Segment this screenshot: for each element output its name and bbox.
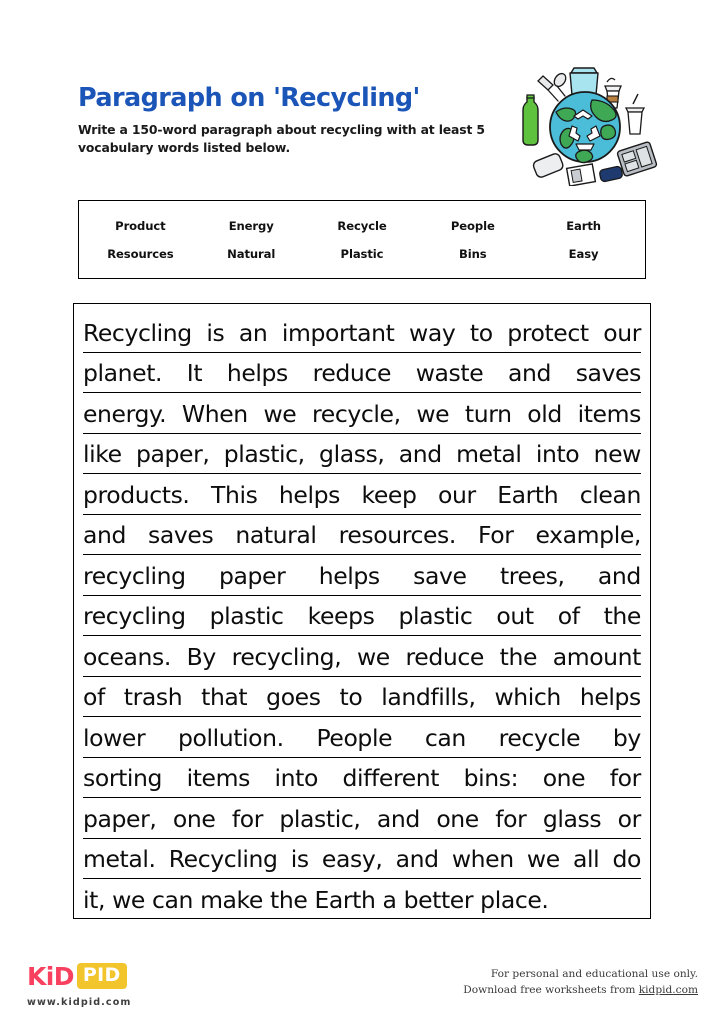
- paragraph-word: recycling: [83, 602, 186, 630]
- paragraph-word: plastic: [398, 602, 473, 630]
- paragraph-word: and: [395, 845, 439, 873]
- legal-line-2: [463, 982, 698, 998]
- paragraph-word: recycle,: [312, 399, 401, 428]
- food-tray-icon: [617, 141, 657, 176]
- paragraph-line: [83, 677, 641, 718]
- paragraph-word: helps: [278, 480, 340, 509]
- paragraph-word: for: [609, 764, 641, 792]
- paragraph-word: the: [270, 885, 308, 914]
- paragraph-word: it,: [83, 885, 106, 914]
- paragraph-word: that: [201, 683, 248, 711]
- paragraph-word: Recycling: [83, 318, 192, 347]
- tin-can-icon: [532, 152, 564, 178]
- paragraph-word: landfills,: [381, 683, 476, 711]
- paragraph-word: into: [274, 764, 318, 792]
- paragraph-word: recycle: [498, 723, 581, 752]
- paragraph-line: [83, 798, 641, 839]
- paragraph-word: different: [342, 764, 440, 792]
- paragraph-word: which: [494, 683, 561, 711]
- drink-cup-icon: [626, 94, 644, 134]
- paragraph-word: plastic: [209, 602, 284, 630]
- logo-pid-badge: PID: [77, 963, 127, 989]
- paragraph-word: paper,: [83, 804, 157, 833]
- paragraph-word: recycling,: [231, 642, 342, 671]
- paragraph-word: save: [413, 561, 467, 590]
- brand-website-url: www.kidpid.com: [27, 997, 132, 1008]
- paragraph-line: [83, 555, 641, 596]
- paragraph-word: paper,: [135, 440, 210, 468]
- paragraph-word: an: [238, 318, 268, 347]
- paragraph-line: [83, 434, 641, 475]
- paragraph-word: sorting: [83, 764, 163, 792]
- paragraph-word: helps: [226, 359, 288, 387]
- logo-kid-text: KiD: [27, 962, 74, 991]
- vocabulary-row: [85, 247, 639, 261]
- paragraph-line: [83, 636, 641, 677]
- paragraph-word: or: [617, 804, 641, 833]
- paragraph-word: For: [477, 521, 514, 549]
- paragraph-word: one: [436, 804, 479, 833]
- paragraph-word: items: [186, 764, 250, 792]
- paragraph-word: better: [403, 885, 474, 914]
- paragraph-word: plastic,: [279, 804, 361, 833]
- paragraph-word: can: [424, 723, 466, 752]
- page-title: Paragraph on 'Recycling': [78, 83, 420, 113]
- paragraph-line: [83, 717, 641, 758]
- paragraph-word: items: [577, 399, 641, 428]
- vocabulary-word: Resources: [107, 246, 174, 261]
- paragraph-word: we: [526, 845, 560, 873]
- paragraph-word: saves: [148, 521, 214, 549]
- paragraph-word: This: [211, 480, 258, 509]
- paragraph-word: is: [206, 318, 225, 347]
- paragraph-word: one: [172, 804, 216, 833]
- battery-icon: [599, 166, 623, 182]
- paragraph-word: trash: [123, 683, 183, 711]
- paragraph-line: [83, 393, 641, 434]
- paragraph-word: bins:: [463, 764, 519, 792]
- paragraph-line: [83, 353, 641, 394]
- paragraph-word: metal: [456, 440, 522, 468]
- paragraph-word: to: [339, 683, 363, 711]
- vocabulary-word: Energy: [228, 218, 274, 233]
- paragraph-word: is: [290, 845, 309, 873]
- vocabulary-word: Product: [115, 218, 166, 233]
- paragraph-word: goes: [266, 683, 321, 711]
- paragraph-word: new: [593, 440, 641, 468]
- paragraph-word: make: [200, 885, 263, 914]
- paragraph-word: glass: [542, 804, 602, 833]
- paragraph-answer-box[interactable]: [73, 303, 651, 919]
- recycling-earth-illustration: [512, 64, 658, 186]
- paragraph-word: paper: [219, 561, 286, 590]
- vocabulary-box: [78, 200, 646, 279]
- legal-notice: [463, 966, 698, 999]
- paragraph-word: oceans.: [83, 642, 171, 671]
- paragraph-word: place.: [480, 885, 549, 914]
- page-subtitle: Write a 150-word paragraph about recycling with at least 5 vocabulary words listed below.: [78, 122, 485, 155]
- paragraph-word: all: [573, 845, 600, 873]
- paragraph-word: easy,: [321, 845, 383, 873]
- paragraph-word: important: [281, 318, 395, 347]
- paragraph-word: for: [495, 804, 527, 833]
- paragraph-word: turn: [464, 399, 512, 428]
- paragraph-word: reduce: [405, 642, 484, 671]
- paragraph-line: [83, 515, 641, 556]
- vocabulary-word: Plastic: [340, 246, 384, 261]
- paragraph-word: When: [181, 399, 248, 428]
- vocabulary-word: Easy: [568, 246, 599, 261]
- paragraph-word: lower: [83, 723, 146, 752]
- vocabulary-word: People: [450, 218, 495, 233]
- legal-line-2-prefix: Download free worksheets from: [463, 984, 639, 997]
- paragraph-word: of: [557, 602, 580, 630]
- paragraph-word: and: [376, 804, 420, 833]
- vocabulary-word: Natural: [227, 246, 276, 261]
- worksheet-header: [78, 82, 658, 186]
- paragraph-line: [83, 474, 641, 515]
- paragraph-word: by: [612, 723, 641, 752]
- paragraph-line: [83, 758, 641, 799]
- paragraph-word: we: [416, 399, 450, 428]
- kidpid-logo: [27, 963, 127, 990]
- paragraph-word: amount: [552, 642, 641, 671]
- paragraph-word: glass,: [319, 440, 385, 468]
- vocabulary-word: Recycle: [337, 218, 387, 233]
- paragraph-word: and: [398, 440, 442, 468]
- page-footer: [0, 955, 724, 1024]
- paragraph-word: our: [603, 318, 641, 347]
- paragraph-word: we: [112, 885, 145, 914]
- paragraph-word: metal.: [83, 845, 156, 873]
- paragraph-word: reduce: [312, 359, 392, 387]
- paragraph-line: [83, 312, 641, 353]
- paragraph-word: and: [507, 359, 551, 387]
- newspaper-icon: [567, 164, 596, 186]
- paragraph-word: out: [496, 602, 534, 630]
- paragraph-word: into: [535, 440, 580, 468]
- cutlery-icon: [538, 71, 568, 101]
- paragraph-word: a: [382, 885, 397, 914]
- paragraph-word: to: [469, 318, 493, 347]
- paragraph-line: [83, 839, 641, 880]
- paragraph-word: products.: [83, 480, 190, 509]
- paragraph-word: keep: [361, 480, 417, 509]
- paragraph-word: pollution.: [177, 723, 284, 752]
- paragraph-word: way: [409, 318, 456, 347]
- paragraph-word: the: [603, 602, 641, 630]
- kidpid-link[interactable]: kidpid.com: [638, 984, 698, 997]
- paragraph-line: [83, 596, 641, 637]
- paragraph-word: plastic,: [223, 440, 305, 468]
- paragraph-word: clean: [579, 480, 641, 509]
- paragraph-word: Recycling: [168, 845, 278, 873]
- paragraph-word: trees,: [499, 561, 565, 590]
- paragraph-word: Earth: [497, 480, 559, 509]
- paragraph-word: By: [186, 642, 216, 671]
- paragraph-word: and: [83, 521, 127, 549]
- paragraph-word: our: [437, 480, 476, 509]
- paragraph-word: resources.: [338, 521, 456, 549]
- paragraph-word: we: [263, 399, 297, 428]
- plastic-bottle-icon: [523, 95, 538, 145]
- paragraph-word: example,: [535, 521, 641, 549]
- paragraph-word: of: [83, 683, 105, 711]
- paragraph-word: old: [527, 399, 562, 428]
- vocabulary-word: Bins: [459, 246, 487, 261]
- vocabulary-row: [85, 219, 639, 233]
- vocabulary-word: Earth: [566, 218, 601, 233]
- paragraph-word: one: [542, 764, 586, 792]
- paragraph-word: do: [612, 845, 641, 873]
- earth-globe-icon: [550, 92, 620, 163]
- paragraph-line: [83, 879, 641, 919]
- paragraph-word: and: [597, 561, 641, 590]
- paragraph-word: helps: [318, 561, 380, 590]
- paragraph-word: planet.: [83, 359, 163, 387]
- paragraph-word: when: [451, 845, 514, 873]
- paragraph-word: can: [152, 885, 194, 914]
- legal-line-1: For personal and educational use only.: [490, 968, 698, 980]
- paragraph-word: for: [231, 804, 263, 833]
- paragraph-word: It: [186, 359, 203, 387]
- paragraph-ruled-lines: [83, 312, 641, 919]
- paragraph-word: energy.: [83, 399, 167, 428]
- paragraph-word: Earth: [314, 885, 376, 914]
- paragraph-word: natural: [235, 521, 317, 549]
- paragraph-word: helps: [579, 683, 641, 711]
- paragraph-word: the: [499, 642, 538, 671]
- paragraph-word: we: [356, 642, 390, 671]
- plastic-bag-icon: [570, 68, 598, 95]
- paragraph-word: protect: [507, 318, 589, 347]
- paragraph-word: like: [83, 440, 122, 468]
- header-text-block: [78, 82, 498, 156]
- paragraph-word: recycling: [83, 561, 186, 590]
- paragraph-word: keeps: [307, 602, 375, 630]
- paragraph-word: waste: [415, 359, 484, 387]
- paragraph-word: People: [316, 723, 393, 752]
- paragraph-word: saves: [575, 359, 641, 387]
